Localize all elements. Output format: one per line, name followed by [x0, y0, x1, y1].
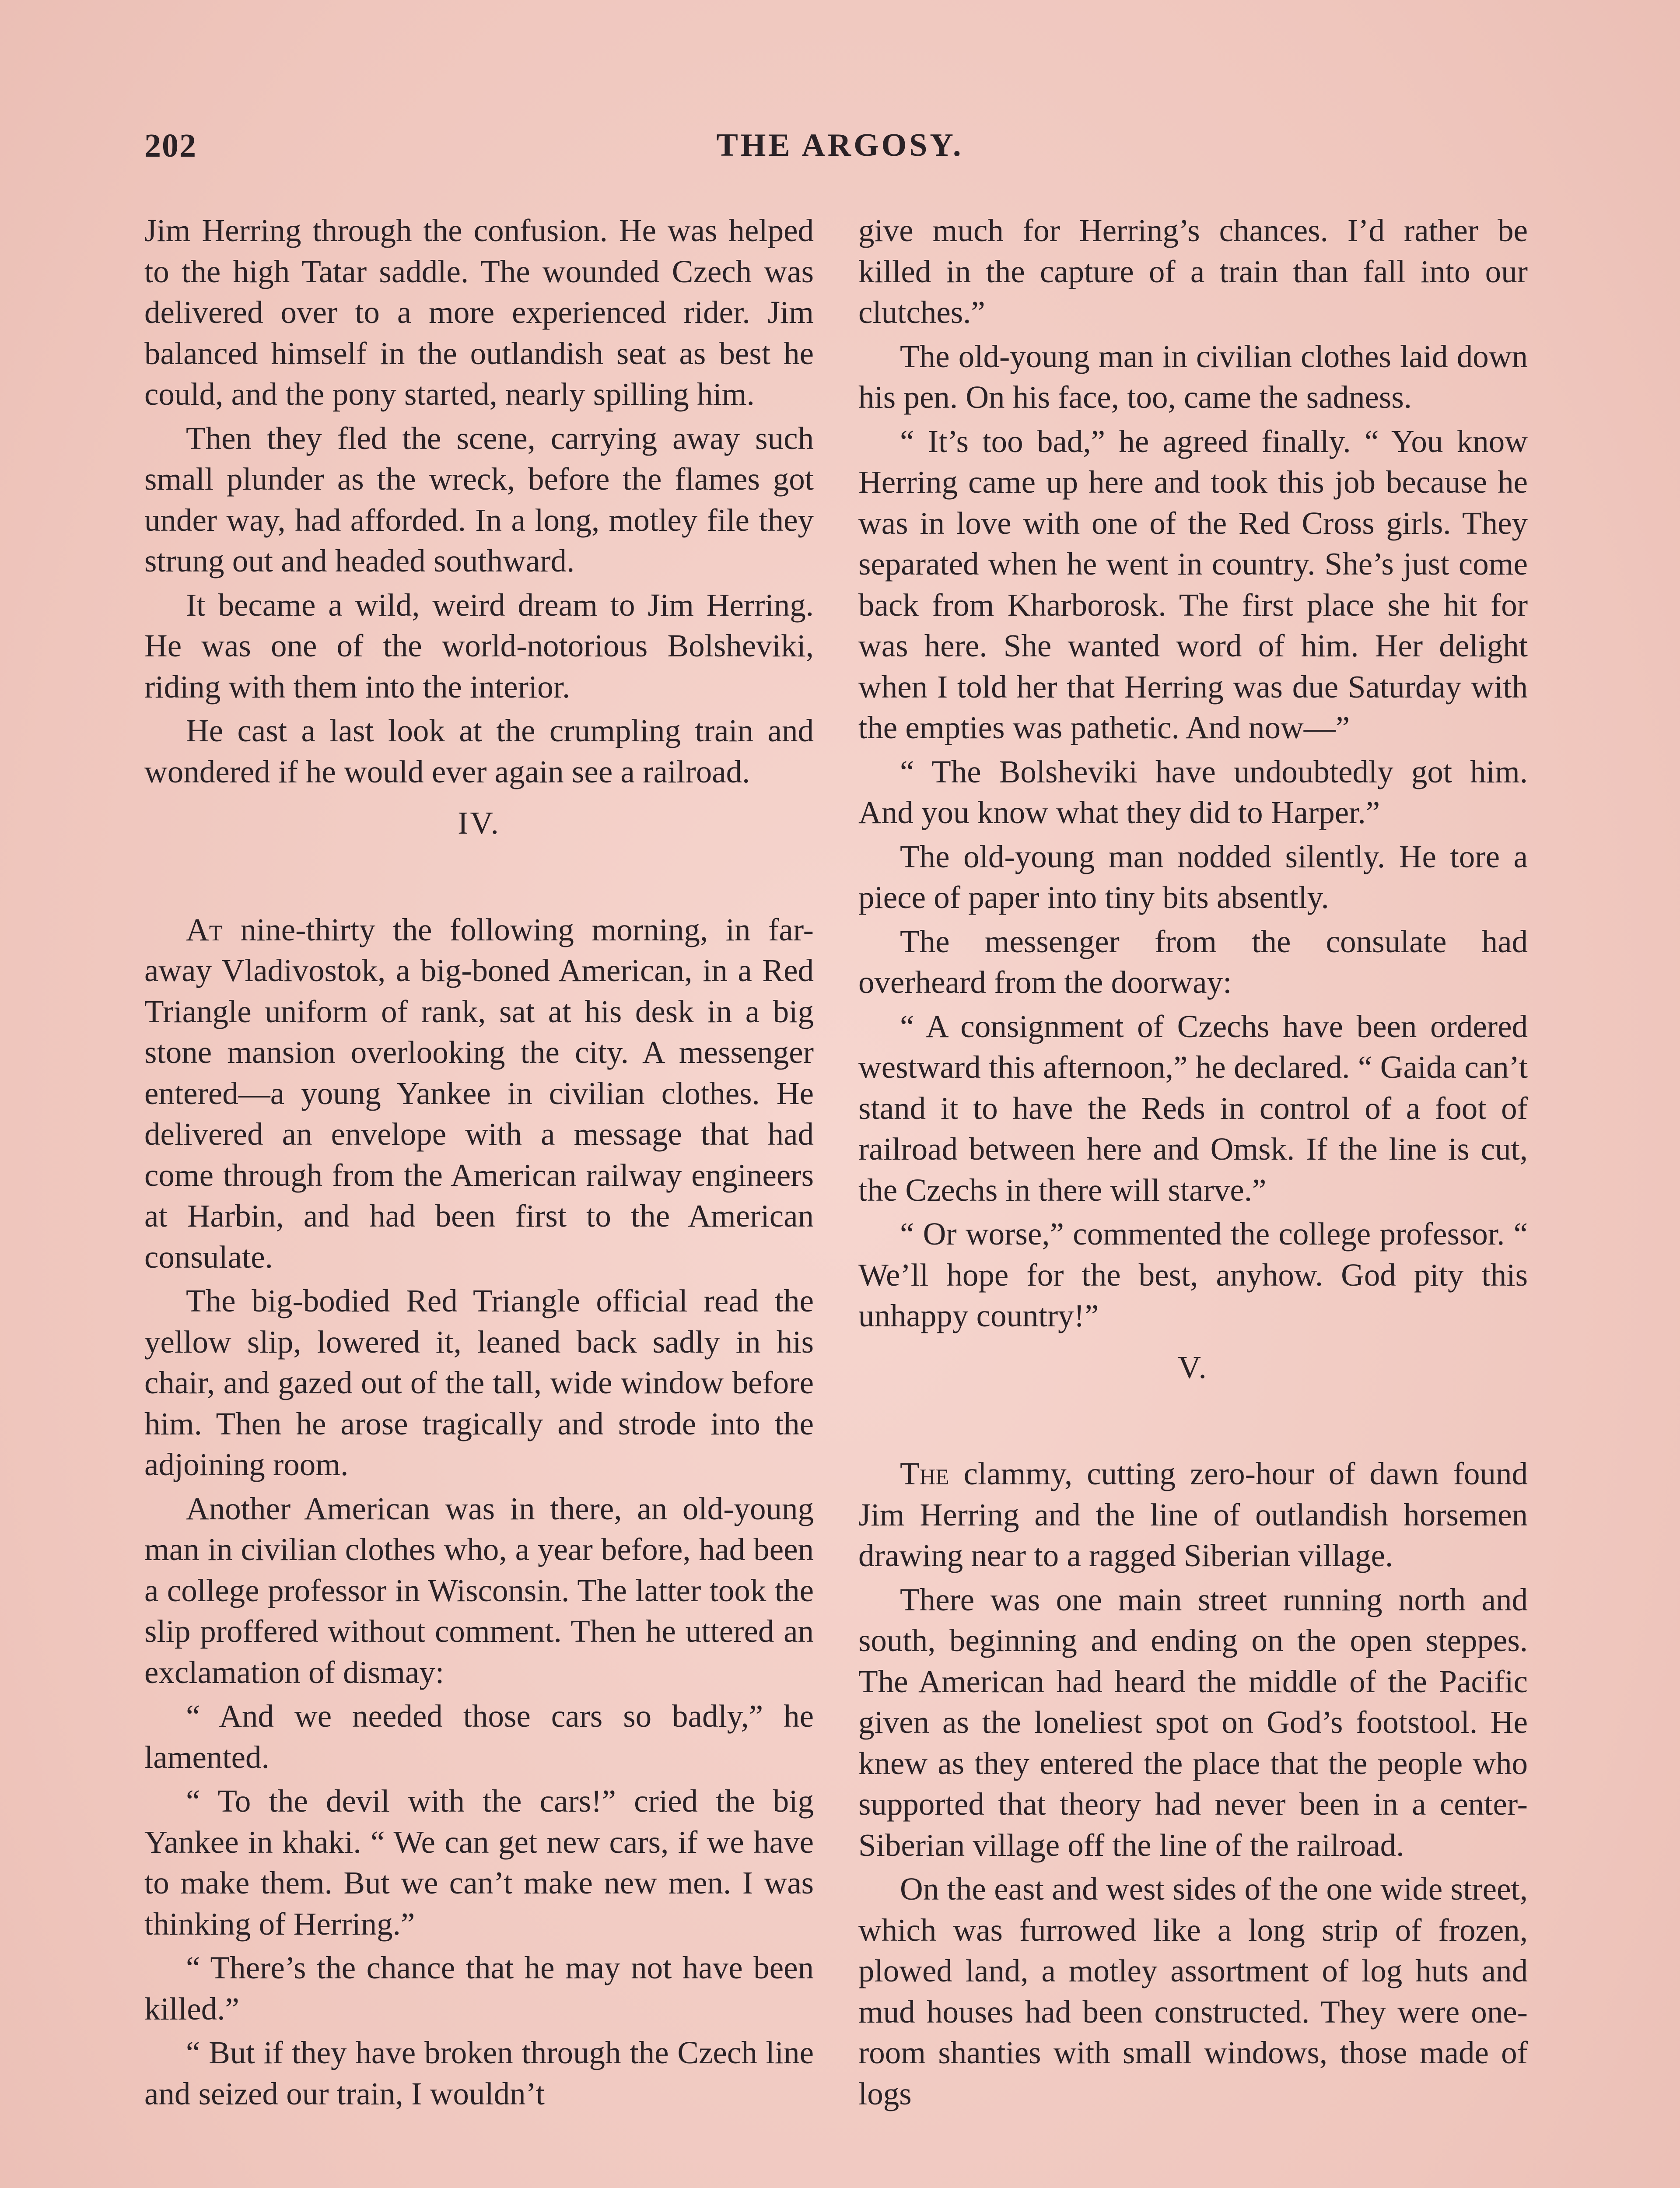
- paragraph: “ A consignment of Czechs have been ordered westward this afternoon,” he declared. “ Gaida can’t stand it to have the Reds in control of a foot of railroad between here and Omsk. If the line is cut, the Czechs in there will starve.”: [858, 1008, 1528, 1208]
- paragraph: “ But if they have broken through the Czech line and seized our train, I wouldn’t: [144, 2035, 814, 2111]
- paragraph: [144, 909, 814, 1278]
- paragraph: “ To the devil with the cars!” cried the big Yankee in khaki. “ We can get new cars, if we have to make them. But we can’t make new men. I was thinking of Herring.”: [144, 1783, 814, 1942]
- paragraph: Then they fled the scene, carrying away such small plunder as the wreck, before the flames got under way, had afforded. In a long, motley file they strung out and headed southward.: [144, 420, 814, 579]
- paragraph-text: nine-thirty the following morning, in far-away Vladivostok, a big-boned American, in a Red Triangle uniform of rank, sat at his desk in a big stone mansion overlooking the city. A messenger entered—a young Yankee in civilian clothes. He delivered an envelope with a message that had come through from the American railway engineers at Harbin, and had been first to the American consulate.: [144, 912, 814, 1275]
- paragraph-text: clammy, cutting zero-hour of dawn found Jim Herring and the line of outlandish horsemen drawing near to a ragged Siberian village.: [858, 1456, 1528, 1573]
- paragraph: “ It’s too bad,” he agreed finally. “ You know Herring came up here and took this job because he was in love with one of the Red Cross girls. They separated when he went in country. She’s just come back from Kharborosk. The first place she hit for was here. She wanted word of him. Her delight when I told her that Herring was due Saturday with the empties was pathetic. And now—”: [858, 423, 1528, 745]
- right-column: [858, 210, 1528, 2117]
- paragraph: give much for Herring’s chances. I’d rather be killed in the capture of a train than fall into our clutches.”: [858, 213, 1528, 330]
- paragraph: He cast a last look at the crumpling train and wondered if he would ever again see a railroad.: [144, 713, 814, 789]
- paragraph: “ The Bolsheviki have undoubtedly got him. And you know what they did to Harper.”: [858, 754, 1528, 830]
- paragraph: There was one main street running north and south, beginning and ending on the open steppes. The American had heard the middle of the Pacific given as the loneliest spot on God’s footstool. He knew as they entered the place that the people who supported that theory had never been in a center-Siberian village off the line of the railroad.: [858, 1581, 1528, 1863]
- page-header: [144, 127, 1536, 175]
- page-number: 202: [144, 127, 197, 164]
- paragraph: The big-bodied Red Triangle official read the yellow slip, lowered it, leaned back sadly in his chair, and gazed out of the tall, wide window before him. Then he arose tragically and strode into the adjoining room.: [144, 1283, 814, 1482]
- section-heading-v: V.: [1178, 1349, 1208, 1385]
- paragraph: Another American was in there, an old-young man in civilian clothes who, a year before, had been a college professor in Wisconsin. The latter took the slip proffered without comment. Then he uttered an exclamation of dismay:: [144, 1490, 814, 1690]
- lead-word: The: [900, 1456, 949, 1491]
- paragraph: On the east and west sides of the one wide street, which was furrowed like a long strip of frozen, plowed land, a motley assortment of log huts and mud houses had been constructed. They were one-room shanties with small windows, those made of logs: [858, 1871, 1528, 2111]
- section-heading-iv: IV.: [458, 805, 500, 841]
- paragraph: The messenger from the consulate had overheard from the doorway:: [858, 923, 1528, 1000]
- lead-word: At: [186, 912, 223, 947]
- left-column: [144, 210, 814, 2117]
- paragraph: The old-young man in civilian clothes laid down his pen. On his face, too, came the sadness.: [858, 338, 1528, 415]
- paragraph: Jim Herring through the confusion. He was helped to the high Tatar saddle. The wounded Czech was delivered over to a more experienced rider. Jim balanced himself in the outlandish seat as best he could, and the pony started, nearly spilling him.: [144, 213, 814, 412]
- paragraph: It became a wild, weird dream to Jim Herring. He was one of the world-notorious Bolsheviki, riding with them into the interior.: [144, 587, 814, 705]
- paragraph: The old-young man nodded silently. He tore a piece of paper into tiny bits absently.: [858, 838, 1528, 915]
- paragraph: “ And we needed those cars so badly,” he lamented.: [144, 1698, 814, 1775]
- running-title: THE ARGOSY.: [716, 127, 964, 163]
- paragraph: [858, 1453, 1528, 1576]
- paragraph: “ Or worse,” commented the college professor. “ We’ll hope for the best, anyhow. God pity this unhappy country!”: [858, 1216, 1528, 1333]
- paragraph: “ There’s the chance that he may not have been killed.”: [144, 1950, 814, 2027]
